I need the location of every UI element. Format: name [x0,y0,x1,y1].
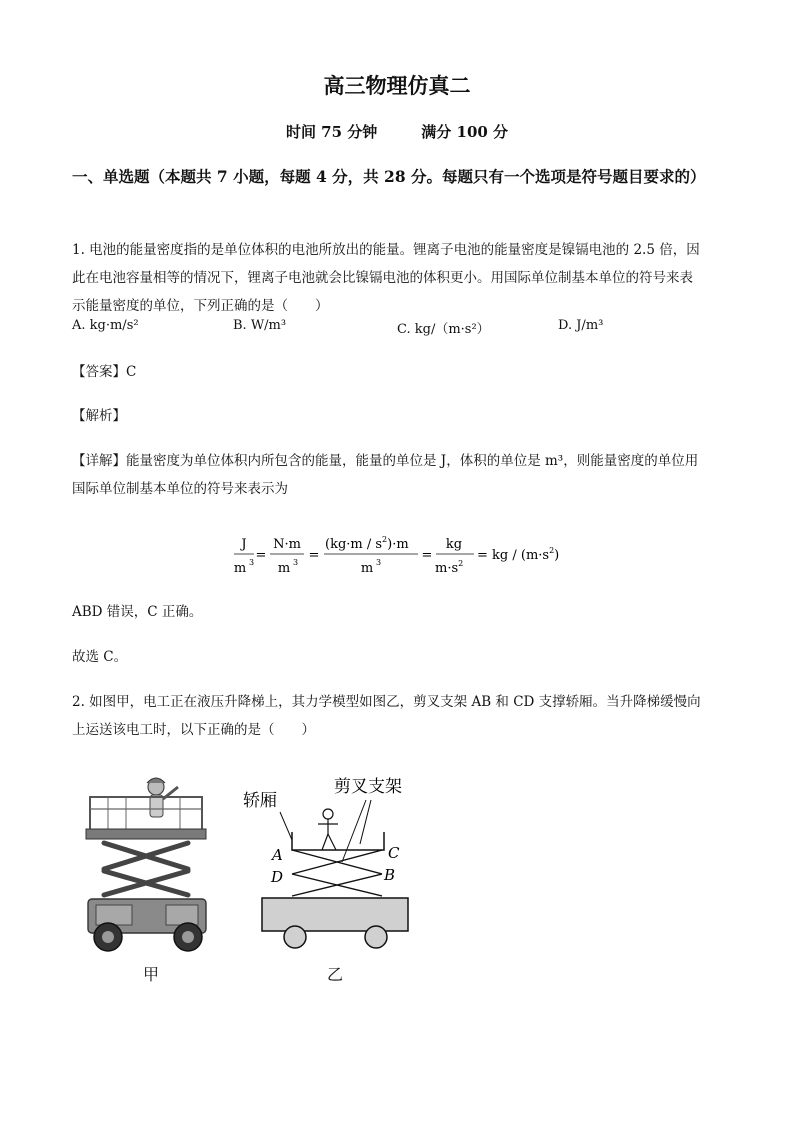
q1-analysis-label: 【解析】 [72,408,126,424]
q1-detail [72,447,724,503]
formula-exp: 3 [249,558,255,567]
q1-choice: 故选 C。 [72,649,128,665]
exam-score: 满分 100 分 [421,123,509,141]
detail-text: 能量密度为单位体积内所包含的能量，能量的单位是 J，体积的单位是 m³，则能量密度的单位用 [126,453,699,469]
figure-label-yi: 乙 [327,965,344,984]
worker-body [150,795,163,817]
q1-option-d: D. J/m³ [558,318,604,333]
point-b: B [384,866,396,884]
label-car: 轿厢 [243,791,277,811]
page-title: 高三物理仿真二 [323,73,471,98]
q2-stem [72,688,724,744]
unit-formula [232,530,572,584]
exam-info [0,121,794,142]
formula-eq: = [421,548,433,563]
q1-option-c: C. kg/（m·s²） [397,322,490,337]
point-c: C [388,844,400,862]
formula-term1-num: J [241,537,247,552]
q2-stem-line: 上运送该电工时，以下正确的是（ ） [72,722,315,738]
scissor-lift-illustration [80,765,220,960]
q1-stem-line: 1. 电池的能量密度指的是单位体积的电池所放出的能量。锂离子电池的能量密度是镍镉电池的 2.5 倍，因 [72,242,700,258]
detail-label: 【详解】 [72,453,126,469]
section-heading: 一、单选题（本题共 7 小题，每题 4 分，共 28 分。每题只有一个选项是符号题目要求的） [72,167,706,186]
formula-term3-num: $(kg\cdot m / s^2)\cdot m$ [325,535,409,552]
exam-time: 时间 75 分钟 [285,123,378,141]
formula-result: = kg / $(m\cdot s^2)$ [477,546,560,563]
q1-stem [72,236,724,320]
q1-stem-line: 示能量密度的单位，下列正确的是（ ） [72,298,329,314]
formula-term4-den: $m\cdot s^2$ [435,559,464,576]
q1-option-b: B. W/m³ [233,318,287,333]
formula-term3-den: m [360,561,374,576]
formula-exp: 3 [376,558,382,567]
formula-term2-den: m [277,561,291,576]
q1-conclusion: ABD 错误，C 正确。 [72,604,203,620]
q1-option-a: A. kg·m/s² [72,318,139,333]
detail-text: 国际单位制基本单位的符号来表示为 [72,481,288,497]
formula-term4-num: kg [445,537,463,552]
q2-stem-line: 2. 如图甲，电工正在液压升降梯上，其力学模型如图乙，剪叉支架 AB 和 CD 支撑轿厢。当升降梯缓慢向 [72,694,701,710]
formula-exp: 3 [293,558,299,567]
formula-eq: = [255,548,267,563]
label-frame: 剪叉支架 [334,777,402,797]
q1-answer [72,358,724,386]
point-a: A [272,846,283,864]
answer-label: 【答案】 [72,364,126,380]
formula-term2-num: N·m [273,537,301,552]
formula-eq: = [308,548,320,563]
mechanical-model-diagram [238,770,418,955]
figure-label-jia: 甲 [143,965,160,984]
answer-value: C [126,364,137,380]
formula-term1-den: m [233,561,247,576]
point-d: D [271,868,284,886]
q1-stem-line: 此在电池容量相等的情况下，锂离子电池就会比镍镉电池的体积更小。用国际单位制基本单位的符号来表 [72,270,693,286]
